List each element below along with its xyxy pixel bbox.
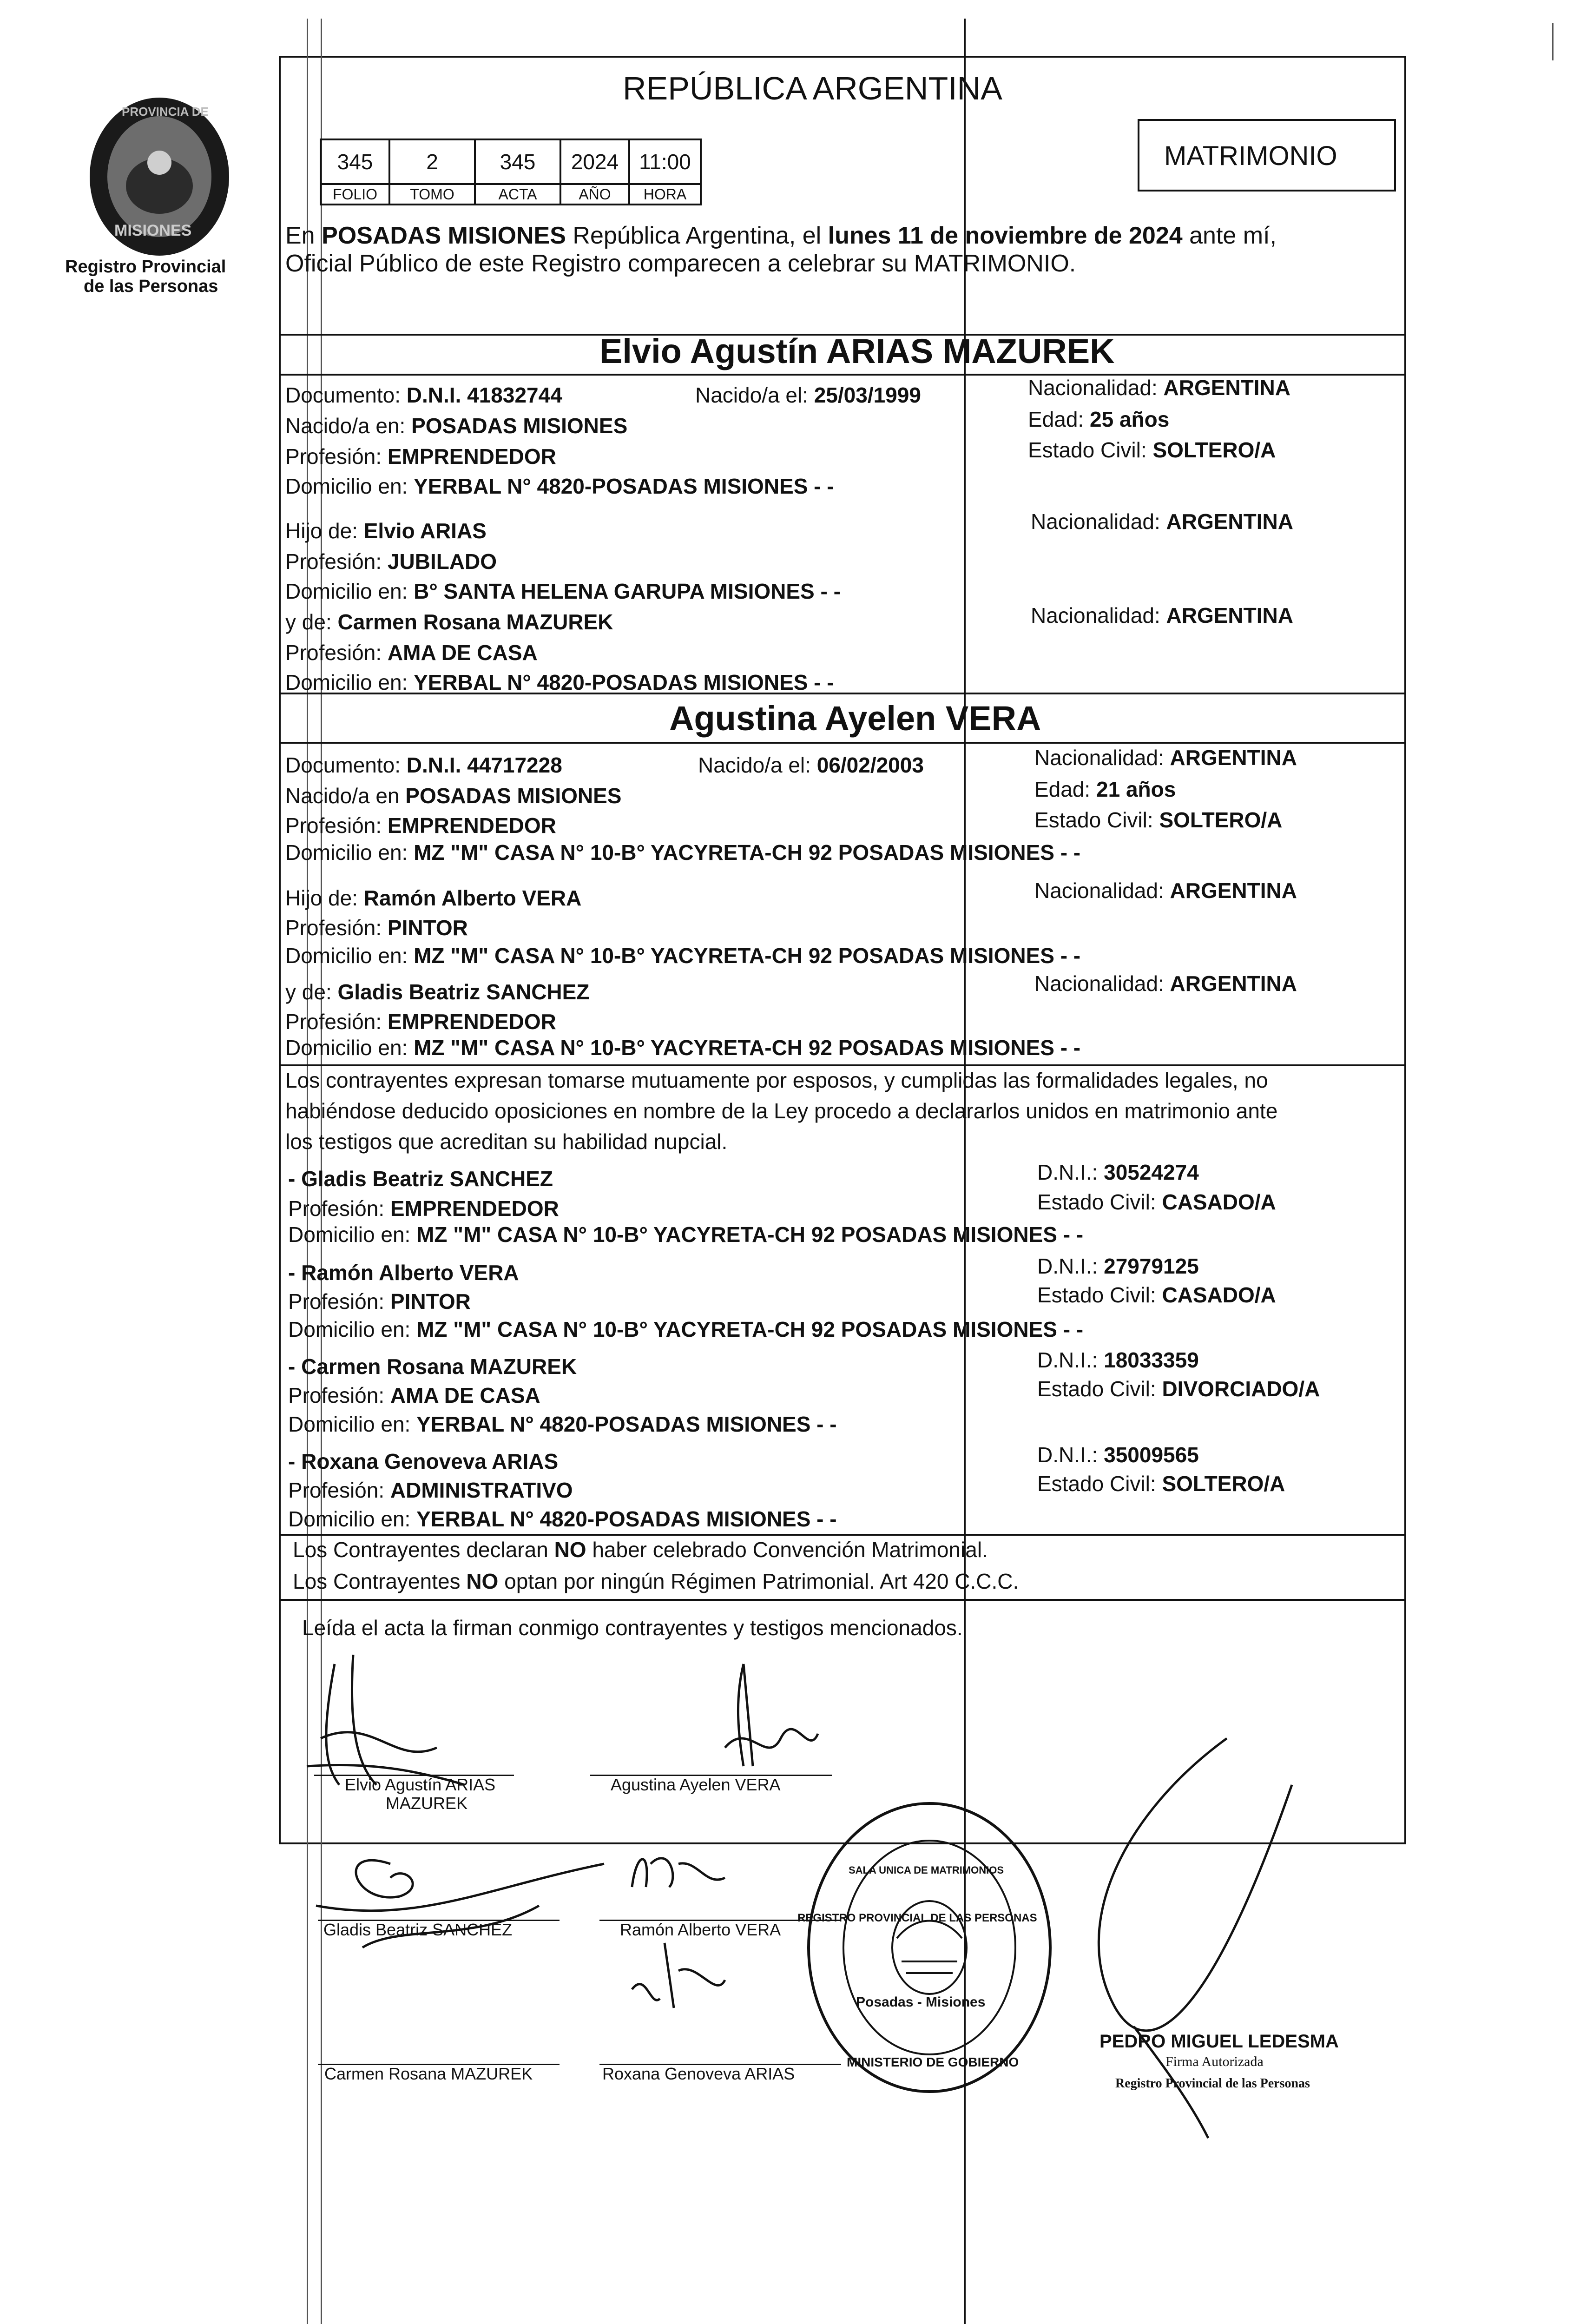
declaration-line-2: habiéndose deducido oposiciones en nombre de la Ley procedo a declararlos unidos en matrimonio ante (285, 1099, 1278, 1123)
signature-label-3: Gladis Beatriz SANCHEZ (323, 1920, 513, 1939)
ano-label: AÑO (560, 184, 629, 205)
spouse2-name: Agustina Ayelen VERA (669, 699, 1041, 738)
spouse2-domicilio: Domicilio en: MZ "M" CASA N° 10-B° YACYRETA-CH 92 POSADAS MISIONES - - (285, 840, 1081, 865)
spouse2-documento: Documento: D.N.I. 44717228 (285, 753, 562, 777)
spouse1-madre-profesion: Profesión: AMA DE CASA (285, 640, 538, 665)
spouse2-edad: Edad: 21 años (1034, 777, 1176, 801)
tomo-label: TOMO (389, 184, 475, 205)
spouse2-padre-domicilio: Domicilio en: MZ "M" CASA N° 10-B° YACYRETA-CH 92 POSADAS MISIONES - - (285, 944, 1081, 968)
witness-domicilio: Domicilio en: YERBAL N° 4820-POSADAS MISIONES - - (288, 1507, 837, 1531)
spouse1-padre-profesion: Profesión: JUBILADO (285, 549, 497, 574)
closing-text: Leída el acta la firman conmigo contrayentes y testigos mencionados. (302, 1616, 963, 1640)
spouse1-madre-nacionalidad: Nacionalidad: ARGENTINA (1031, 603, 1293, 627)
spouse1-padre: Hijo de: Elvio ARIAS (285, 519, 487, 543)
stamp-inner-text: SALA UNICA DE MATRIMONIOS (849, 1864, 1004, 1876)
hora-value: 11:00 (629, 139, 701, 184)
spouse2-nacido-el: Nacido/a el: 06/02/2003 (698, 753, 924, 777)
spouse1-nacido-el: Nacido/a el: 25/03/1999 (695, 383, 921, 407)
spouse1-nacionalidad: Nacionalidad: ARGENTINA (1028, 376, 1290, 400)
witness-profesion: Profesión: ADMINISTRATIVO (288, 1478, 573, 1502)
ano-value: 2024 (560, 139, 629, 184)
spouse2-madre-domicilio: Domicilio en: MZ "M" CASA N° 10-B° YACYRETA-CH 92 POSADAS MISIONES - - (285, 1036, 1081, 1060)
signature-label-4: Ramón Alberto VERA (620, 1920, 781, 1939)
witness-name: - Gladis Beatriz SANCHEZ (288, 1167, 553, 1191)
witness-name: - Carmen Rosana MAZUREK (288, 1354, 577, 1379)
section-divider (279, 1534, 1404, 1536)
intro-line-2: Oficial Público de este Registro comparecen a celebrar su MATRIMONIO. (285, 250, 1076, 277)
act-type: MATRIMONIO (1164, 141, 1337, 171)
folio-label: FOLIO (321, 184, 389, 205)
acta-label: ACTA (475, 184, 560, 205)
spouse2-padre-nacionalidad: Nacionalidad: ARGENTINA (1034, 878, 1297, 903)
witness-dni: D.N.I.: 35009565 (1037, 1443, 1199, 1467)
spouse2-nacido-en: Nacido/a en POSADAS MISIONES (285, 784, 622, 808)
signature-label-5: Carmen Rosana MAZUREK (324, 2064, 533, 2083)
spouse1-estado-civil: Estado Civil: SOLTERO/A (1028, 438, 1276, 462)
declaration-line-1: Los contrayentes expresan tomarse mutuamente por esposos, y cumplidas las formalidades legales, no (285, 1068, 1268, 1092)
signature-label-6: Roxana Genoveva ARIAS (602, 2064, 795, 2083)
official-role: Firma Autorizada (1165, 2054, 1264, 2069)
intro-line-1: En POSADAS MISIONES República Argentina, el lunes 11 de noviembre de 2024 ante mí, (285, 222, 1277, 249)
spouse2-madre-nacionalidad: Nacionalidad: ARGENTINA (1034, 971, 1297, 996)
logo-caption-2: de las Personas (84, 277, 218, 296)
witness-domicilio: Domicilio en: MZ "M" CASA N° 10-B° YACYRETA-CH 92 POSADAS MISIONES - - (288, 1317, 1084, 1341)
spouse2-madre: y de: Gladis Beatriz SANCHEZ (285, 980, 590, 1004)
witness-domicilio: Domicilio en: MZ "M" CASA N° 10-B° YACYRETA-CH 92 POSADAS MISIONES - - (288, 1222, 1084, 1247)
stamp-bottom-text: MINISTERIO DE GOBIERNO (847, 2055, 1019, 2069)
signature-label-1b: MAZUREK (386, 1794, 468, 1813)
spouse2-nacionalidad: Nacionalidad: ARGENTINA (1034, 746, 1297, 770)
spouse1-padre-domicilio: Domicilio en: B° SANTA HELENA GARUPA MISIONES - - (285, 579, 841, 603)
spouse1-nacido-en: Nacido/a en: POSADAS MISIONES (285, 414, 628, 438)
witness-estado-civil: Estado Civil: DIVORCIADO/A (1037, 1377, 1320, 1401)
witness-name: - Roxana Genoveva ARIAS (288, 1449, 559, 1473)
stamp-place-text: Posadas - Misiones (856, 1994, 986, 2010)
convention-line-1: Los Contrayentes declaran NO haber celebrado Convención Matrimonial. (293, 1538, 988, 1562)
intro-place: POSADAS MISIONES (322, 222, 566, 249)
witness-name: - Ramón Alberto VERA (288, 1261, 519, 1285)
witness-profesion: Profesión: EMPRENDEDOR (288, 1196, 559, 1221)
witness-dni: D.N.I.: 27979125 (1037, 1254, 1199, 1278)
signature-label-2: Agustina Ayelen VERA (611, 1775, 781, 1794)
section-divider (279, 1064, 1404, 1066)
spouse1-domicilio: Domicilio en: YERBAL N° 4820-POSADAS MISIONES - - (285, 474, 834, 498)
witness-dni: D.N.I.: 30524274 (1037, 1160, 1199, 1184)
spouse1-name: Elvio Agustín ARIAS MAZUREK (599, 332, 1115, 370)
logo-caption-1: Registro Provincial (65, 257, 226, 277)
witness-profesion: Profesión: PINTOR (288, 1289, 471, 1314)
stamp-outer-text: REGISTRO PROVINCIAL DE LAS PERSONAS (797, 1912, 1037, 1924)
witness-estado-civil: Estado Civil: CASADO/A (1037, 1190, 1276, 1214)
hora-label: HORA (629, 184, 701, 205)
witness-estado-civil: Estado Civil: SOLTERO/A (1037, 1472, 1285, 1496)
spouse1-madre: y de: Carmen Rosana MAZUREK (285, 610, 613, 634)
acta-value: 345 (475, 139, 560, 184)
spouse2-madre-profesion: Profesión: EMPRENDEDOR (285, 1010, 556, 1034)
spouse1-madre-domicilio: Domicilio en: YERBAL N° 4820-POSADAS MISIONES - - (285, 670, 834, 694)
declaration-line-3: los testigos que acreditan su habilidad nupcial. (285, 1129, 728, 1154)
witness-dni: D.N.I.: 18033359 (1037, 1348, 1199, 1372)
spouse1-profesion: Profesión: EMPRENDEDOR (285, 444, 556, 469)
signature-label-1: Elvio Agustín ARIAS (345, 1775, 496, 1794)
section-divider (279, 1599, 1404, 1601)
convention-line-2: Los Contrayentes NO optan por ningún Régimen Patrimonial. Art 420 C.C.C. (293, 1569, 1019, 1593)
witness-estado-civil: Estado Civil: CASADO/A (1037, 1283, 1276, 1307)
spouse2-padre: Hijo de: Ramón Alberto VERA (285, 886, 582, 910)
spouse2-padre-profesion: Profesión: PINTOR (285, 916, 468, 940)
seal-bottom-text: MISIONES (114, 222, 192, 239)
folio-value: 345 (321, 139, 389, 184)
section-divider (279, 742, 1404, 744)
tomo-value: 2 (389, 139, 475, 184)
spouse1-edad: Edad: 25 años (1028, 407, 1170, 431)
official-name: PEDRO MIGUEL LEDESMA (1099, 2031, 1339, 2052)
fold-mark-right (1552, 23, 1554, 60)
official-org: Registro Provincial de las Personas (1115, 2076, 1310, 2091)
spouse1-padre-nacionalidad: Nacionalidad: ARGENTINA (1031, 509, 1293, 534)
intro-date: lunes 11 de noviembre de 2024 (828, 222, 1183, 249)
witness-profesion: Profesión: AMA DE CASA (288, 1383, 540, 1407)
seal-top-text: PROVINCIA DE (122, 105, 209, 119)
witness-domicilio: Domicilio en: YERBAL N° 4820-POSADAS MISIONES - - (288, 1412, 837, 1436)
section-divider (279, 693, 1404, 694)
spouse2-profesion: Profesión: EMPRENDEDOR (285, 813, 556, 838)
registry-table (320, 139, 702, 205)
page-title: REPÚBLICA ARGENTINA (623, 70, 1002, 106)
spouse1-documento: Documento: D.N.I. 41832744 (285, 383, 562, 407)
spouse2-estado-civil: Estado Civil: SOLTERO/A (1034, 808, 1283, 832)
